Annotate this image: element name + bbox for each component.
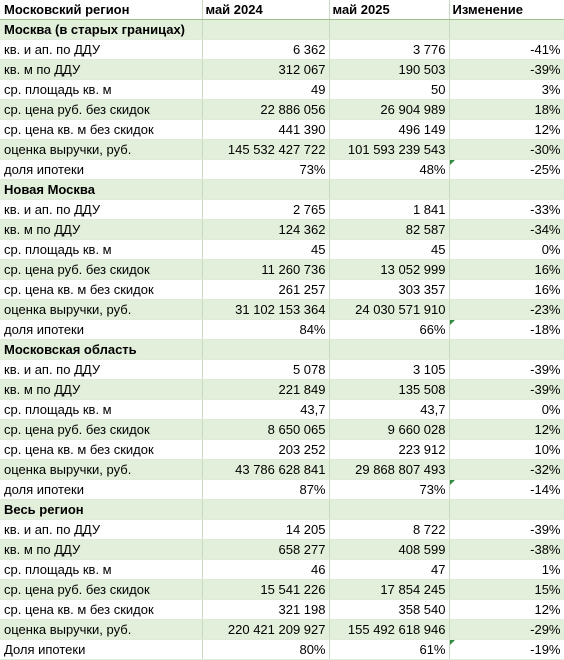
- metric-label[interactable]: доля ипотеки: [0, 160, 202, 180]
- value-change[interactable]: -39%: [449, 520, 564, 540]
- value-2024[interactable]: 8 650 065: [202, 420, 329, 440]
- value-change[interactable]: 0%: [449, 400, 564, 420]
- value-2025[interactable]: 3 776: [329, 40, 449, 60]
- value-2024[interactable]: 46: [202, 560, 329, 580]
- table-row: [0, 540, 564, 560]
- table-row: [0, 400, 564, 420]
- value-2024[interactable]: 31 102 153 364: [202, 300, 329, 320]
- table-row: [0, 100, 564, 120]
- value-change[interactable]: -39%: [449, 380, 564, 400]
- table-row: [0, 380, 564, 400]
- value-2025[interactable]: 9 660 028: [329, 420, 449, 440]
- section-header-row: [0, 20, 564, 40]
- table-row: [0, 560, 564, 580]
- metric-label[interactable]: ср. цена кв. м без скидок: [0, 280, 202, 300]
- table-row: [0, 360, 564, 380]
- metric-label[interactable]: кв. м по ДДУ: [0, 380, 202, 400]
- metric-label[interactable]: ср. площадь кв. м: [0, 560, 202, 580]
- metric-label[interactable]: ср. цена руб. без скидок: [0, 100, 202, 120]
- value-2025[interactable]: 26 904 989: [329, 100, 449, 120]
- metric-label[interactable]: кв. м по ДДУ: [0, 220, 202, 240]
- value-2024[interactable]: 45: [202, 240, 329, 260]
- table-row: [0, 140, 564, 160]
- table-row: [0, 80, 564, 100]
- value-2024[interactable]: 124 362: [202, 220, 329, 240]
- metric-label[interactable]: ср. площадь кв. м: [0, 400, 202, 420]
- value-2024[interactable]: 49: [202, 80, 329, 100]
- metric-label[interactable]: ср. цена кв. м без скидок: [0, 440, 202, 460]
- section-empty-cell[interactable]: [329, 500, 449, 520]
- value-2025[interactable]: 358 540: [329, 600, 449, 620]
- cell-indicator-icon: [450, 160, 455, 165]
- table-row: [0, 440, 564, 460]
- value-2025[interactable]: 408 599: [329, 540, 449, 560]
- value-change[interactable]: -25%: [449, 160, 564, 180]
- value-change[interactable]: -33%: [449, 200, 564, 220]
- value-2025[interactable]: 303 357: [329, 280, 449, 300]
- section-empty-cell[interactable]: [329, 180, 449, 200]
- value-2024[interactable]: 80%: [202, 640, 329, 660]
- table-row: [0, 40, 564, 60]
- value-change[interactable]: -23%: [449, 300, 564, 320]
- table-row: [0, 460, 564, 480]
- value-change[interactable]: -41%: [449, 40, 564, 60]
- value-2024[interactable]: 221 849: [202, 380, 329, 400]
- value-2025[interactable]: 29 868 807 493: [329, 460, 449, 480]
- metric-label[interactable]: кв. м по ДДУ: [0, 60, 202, 80]
- value-2025[interactable]: 61%: [329, 640, 449, 660]
- metric-label[interactable]: кв. и ап. по ДДУ: [0, 520, 202, 540]
- value-2025[interactable]: 155 492 618 946: [329, 620, 449, 640]
- value-2025[interactable]: 1 841: [329, 200, 449, 220]
- value-2024[interactable]: 43 786 628 841: [202, 460, 329, 480]
- metric-label[interactable]: кв. и ап. по ДДУ: [0, 360, 202, 380]
- section-empty-cell[interactable]: [449, 20, 564, 40]
- table-row: [0, 640, 564, 660]
- header-may-2025[interactable]: май 2025: [329, 0, 449, 20]
- value-2025[interactable]: 135 508: [329, 380, 449, 400]
- section-title[interactable]: Новая Москва: [0, 180, 202, 200]
- value-2024[interactable]: 261 257: [202, 280, 329, 300]
- metric-label[interactable]: оценка выручки, руб.: [0, 300, 202, 320]
- table-row: [0, 220, 564, 240]
- value-change[interactable]: 16%: [449, 280, 564, 300]
- value-2025[interactable]: 223 912: [329, 440, 449, 460]
- metric-label[interactable]: кв. и ап. по ДДУ: [0, 200, 202, 220]
- value-change[interactable]: -18%: [449, 320, 564, 340]
- section-title[interactable]: Московская область: [0, 340, 202, 360]
- table-row: [0, 280, 564, 300]
- metric-label[interactable]: ср. цена руб. без скидок: [0, 260, 202, 280]
- value-2025[interactable]: 24 030 571 910: [329, 300, 449, 320]
- metric-label[interactable]: оценка выручки, руб.: [0, 620, 202, 640]
- section-empty-cell[interactable]: [329, 340, 449, 360]
- section-empty-cell[interactable]: [202, 340, 329, 360]
- value-2025[interactable]: 47: [329, 560, 449, 580]
- value-2024[interactable]: 658 277: [202, 540, 329, 560]
- metric-label[interactable]: ср. площадь кв. м: [0, 80, 202, 100]
- metric-label[interactable]: оценка выручки, руб.: [0, 140, 202, 160]
- value-2024[interactable]: 5 078: [202, 360, 329, 380]
- cell-indicator-icon: [450, 640, 455, 645]
- value-2025[interactable]: 8 722: [329, 520, 449, 540]
- metric-label[interactable]: ср. цена руб. без скидок: [0, 420, 202, 440]
- value-2024[interactable]: 73%: [202, 160, 329, 180]
- metric-label[interactable]: ср. площадь кв. м: [0, 240, 202, 260]
- value-2024[interactable]: 2 765: [202, 200, 329, 220]
- metric-label[interactable]: Доля ипотеки: [0, 640, 202, 660]
- value-change[interactable]: 12%: [449, 600, 564, 620]
- table-row: [0, 420, 564, 440]
- section-header-row: [0, 340, 564, 360]
- value-change[interactable]: -34%: [449, 220, 564, 240]
- value-2025[interactable]: 45: [329, 240, 449, 260]
- value-change[interactable]: -39%: [449, 360, 564, 380]
- value-2024[interactable]: 312 067: [202, 60, 329, 80]
- value-change[interactable]: -38%: [449, 540, 564, 560]
- table-row: [0, 200, 564, 220]
- value-2025[interactable]: 3 105: [329, 360, 449, 380]
- table-row: [0, 160, 564, 180]
- value-2025[interactable]: 17 854 245: [329, 580, 449, 600]
- value-2025[interactable]: 101 593 239 543: [329, 140, 449, 160]
- metric-label[interactable]: ср. цена кв. м без скидок: [0, 120, 202, 140]
- table-row: [0, 620, 564, 640]
- value-2025[interactable]: 66%: [329, 320, 449, 340]
- section-empty-cell[interactable]: [202, 500, 329, 520]
- value-2024[interactable]: 441 390: [202, 120, 329, 140]
- value-2024[interactable]: 22 886 056: [202, 100, 329, 120]
- value-change[interactable]: 16%: [449, 260, 564, 280]
- section-header-row: [0, 500, 564, 520]
- value-change[interactable]: 18%: [449, 100, 564, 120]
- value-change[interactable]: 12%: [449, 420, 564, 440]
- value-change[interactable]: 10%: [449, 440, 564, 460]
- value-change[interactable]: -14%: [449, 480, 564, 500]
- value-2024[interactable]: 203 252: [202, 440, 329, 460]
- value-2024[interactable]: 321 198: [202, 600, 329, 620]
- section-empty-cell[interactable]: [449, 340, 564, 360]
- section-header-row: [0, 180, 564, 200]
- value-2025[interactable]: 43,7: [329, 400, 449, 420]
- value-2024[interactable]: 84%: [202, 320, 329, 340]
- value-change[interactable]: 1%: [449, 560, 564, 580]
- value-2025[interactable]: 73%: [329, 480, 449, 500]
- value-2024[interactable]: 15 541 226: [202, 580, 329, 600]
- table-row: [0, 480, 564, 500]
- metric-label[interactable]: кв. м по ДДУ: [0, 540, 202, 560]
- value-2024[interactable]: 87%: [202, 480, 329, 500]
- value-change[interactable]: 3%: [449, 80, 564, 100]
- table-row: [0, 260, 564, 280]
- value-2024[interactable]: 145 532 427 722: [202, 140, 329, 160]
- metric-label[interactable]: доля ипотеки: [0, 480, 202, 500]
- value-2024[interactable]: 11 260 736: [202, 260, 329, 280]
- header-region[interactable]: Московский регион: [0, 0, 202, 20]
- metric-label[interactable]: доля ипотеки: [0, 320, 202, 340]
- section-empty-cell[interactable]: [202, 180, 329, 200]
- cell-indicator-icon: [450, 320, 455, 325]
- value-change[interactable]: -39%: [449, 60, 564, 80]
- table-row: [0, 120, 564, 140]
- metric-label[interactable]: кв. и ап. по ДДУ: [0, 40, 202, 60]
- table-row: [0, 60, 564, 80]
- value-2025[interactable]: 496 149: [329, 120, 449, 140]
- table-row: [0, 240, 564, 260]
- table-row: [0, 320, 564, 340]
- value-change[interactable]: 12%: [449, 120, 564, 140]
- table-row: [0, 580, 564, 600]
- table-row: [0, 300, 564, 320]
- section-title[interactable]: Москва (в старых границах): [0, 20, 202, 40]
- value-2024[interactable]: 14 205: [202, 520, 329, 540]
- value-2024[interactable]: 220 421 209 927: [202, 620, 329, 640]
- value-2025[interactable]: 13 052 999: [329, 260, 449, 280]
- value-change[interactable]: -19%: [449, 640, 564, 660]
- value-2025[interactable]: 190 503: [329, 60, 449, 80]
- cell-indicator-icon: [450, 480, 455, 485]
- value-change[interactable]: -29%: [449, 620, 564, 640]
- header-may-2024[interactable]: май 2024: [202, 0, 329, 20]
- section-empty-cell[interactable]: [202, 20, 329, 40]
- value-2025[interactable]: 82 587: [329, 220, 449, 240]
- metric-label[interactable]: ср. цена кв. м без скидок: [0, 600, 202, 620]
- section-empty-cell[interactable]: [329, 20, 449, 40]
- value-change[interactable]: 15%: [449, 580, 564, 600]
- metric-label[interactable]: оценка выручки, руб.: [0, 460, 202, 480]
- table-row: [0, 600, 564, 620]
- section-empty-cell[interactable]: [449, 180, 564, 200]
- header-row: [0, 0, 564, 20]
- value-2025[interactable]: 50: [329, 80, 449, 100]
- section-title[interactable]: Весь регион: [0, 500, 202, 520]
- value-2024[interactable]: 43,7: [202, 400, 329, 420]
- value-2024[interactable]: 6 362: [202, 40, 329, 60]
- value-change[interactable]: 0%: [449, 240, 564, 260]
- metric-label[interactable]: ср. цена руб. без скидок: [0, 580, 202, 600]
- table-row: [0, 520, 564, 540]
- value-change[interactable]: -30%: [449, 140, 564, 160]
- value-2025[interactable]: 48%: [329, 160, 449, 180]
- value-change[interactable]: -32%: [449, 460, 564, 480]
- header-change[interactable]: Изменение: [449, 0, 564, 20]
- section-empty-cell[interactable]: [449, 500, 564, 520]
